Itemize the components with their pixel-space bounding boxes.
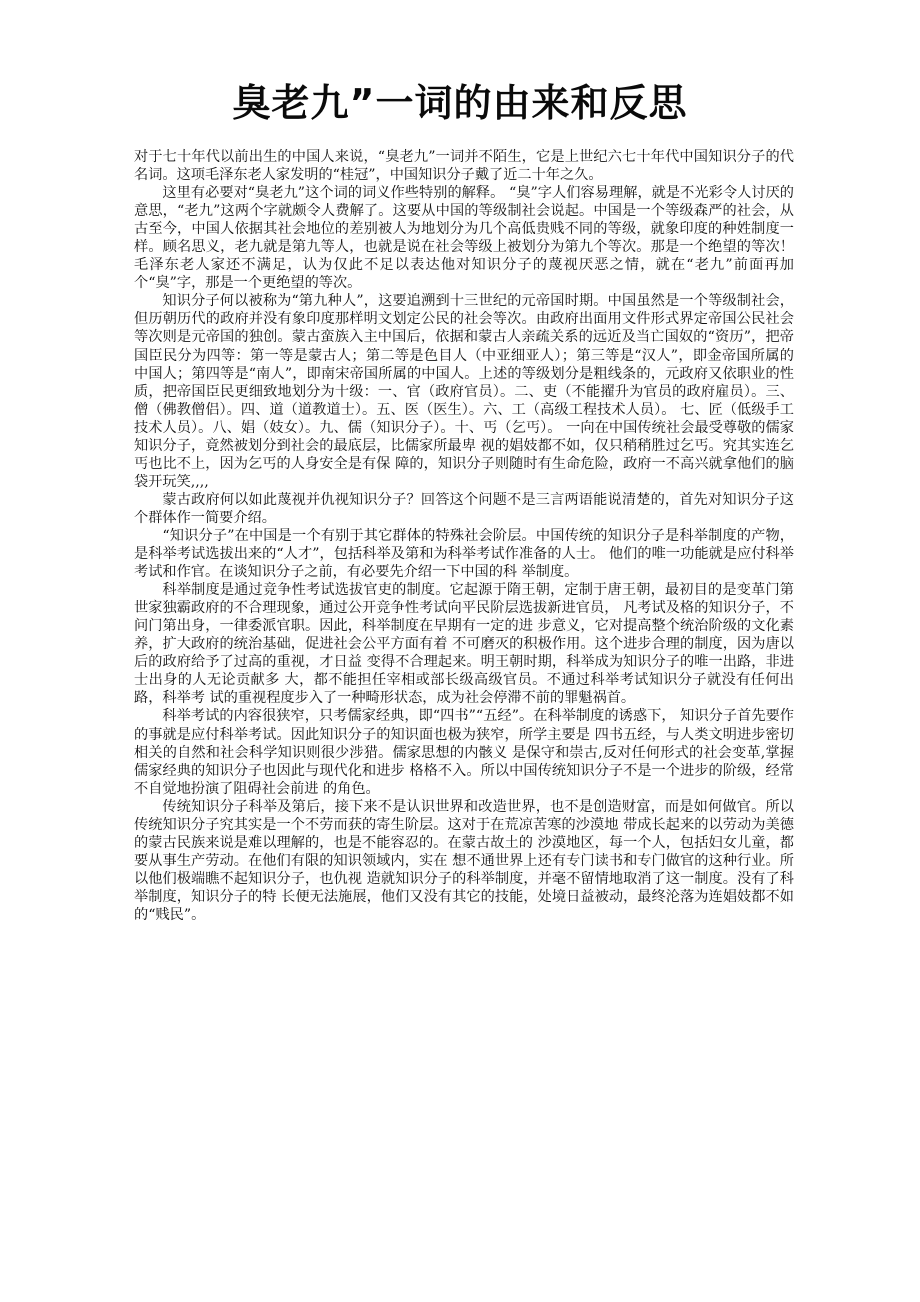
paragraph-3: 知识分子何以被称为“第九种人”，这要追溯到十三世纪的元帝国时期。中国虽然是一个等级制社会，但历朝历代的政府并没有象印度那样明文划定公民的社会等次。由政府出面用文件形式界定帝国公民社会等次则是元帝国的独创。蒙古蛮族入主中国后，依据和蒙古人亲疏关系的远近及当亡国奴的“资历”，把帝国臣民分为四等：第一等是蒙古人；第二等是色目人（中亚细亚人）；第三等是“汉人”，即金帝国所属的中国人；第四等是“南人”，即南宋帝国所属的中国人。上述的等级划分是粗线条的，元政府又依职业的性质，把帝国臣民更细致地划分为十级：一、官（政府官员）。二、吏（不能擢升为官员的政府雇员）。三、 僧（佛教僧侣）。四、道（道教道士）。五、医（医生）。六、工（高级工程技术人员）。 七、匠（低级手工技术人员）。八、娼（妓女）。九、儒（知识分子）。十、丐（乞丐）。 一向在中国传统社会最受尊敬的儒家知识分子，竟然被划分到社会的最底层，比儒家所最卑 视的娼妓都不如，仅只稍稍胜过乞丐。究其实连乞丐也比不上，因为乞丐的人身安全是有保 障的，知识分子则随时有生命危险，政府一不高兴就拿他们的脑袋开玩笑,,,, (134, 293, 794, 490)
paragraph-2: 这里有必要对“臭老九”这个词的词义作些特别的解释。 “臭”字人们容易理解，就是不光彩令人讨厌的意思，“老九”这两个字就颇令人费解了。这要从中国的等级制社会说起。中国是一个等级森严的社会，从古至今，中国人依据其社会地位的差别被人为地划分为几个高低贵贱不同的等级，就象印度的种姓制度一样。顾名思义，老九就是第九等人，也就是说在社会等级上被划分为第九个等次。那是一个绝望的等次！毛泽东老人家还不满足，认为仅此不足以表达他对知识分子的蔑视厌恶之情，就在“老九”前面再加个“臭”字，那是一个更绝望的等次。 (134, 185, 794, 292)
paragraph-7: 科举考试的内容很狭窄，只考儒家经典，即“四书”“五经”。在科举制度的诱惑下， 知识分子首先要作的事就是应付科举考试。因此知识分子的知识面也极为狭窄，所学主要是 四书五经，与人类文明进步密切相关的自然和社会科学知识则很少涉猎。儒家思想的内骸义 是保守和崇古,反对任何形式的社会变革,掌握儒家经典的知识分子也因此与现代化和进步 格格不入。所以中国传统知识分子不是一个进步的阶级，经常不自觉地扮演了阻碍社会前进 的角色。 (134, 708, 794, 797)
paragraph-6: 科举制度是通过竞争性考试选拔官吏的制度。它起源于隋王朝，定制于唐王朝，最初目的是变革门第世家独霸政府的不合理现象，通过公开竞争性考试向平民阶层选拔新进官员， 凡考试及格的知识分子，不问门第出身，一律委派官职。因此，科举制度在早期有一定的进 步意义，它对提高整个统治阶级的文化素养，扩大政府的统治基础，促进社会公平方面有着 不可磨灭的积极作用。这个进步合理的制度，因为唐以后的政府给予了过高的重视，才日益 变得不合理起来。明王朝时期，科举成为知识分子的唯一出路，非进士出身的人无论贡献多 大，都不能担任宰相或部长级高级官员。不通过科举考试知识分子就没有任何出路，科举考 试的重视程度步入了一种畸形状态，成为社会停滞不前的罪魁祸首。 (134, 582, 794, 707)
paragraph-4: 蒙古政府何以如此蔑视并仇视知识分子？回答这个问题不是三言两语能说清楚的，首先对知识分子这个群体作一简要介绍。 (134, 491, 794, 526)
paragraph-1: 对于七十年代以前出生的中国人来说，“臭老九”一词并不陌生，它是上世纪六七十年代中国知识分子的代名词。这项毛泽东老人家发明的“桂冠”，中国知识分子戴了近二十年之久。 (134, 149, 794, 184)
document-title: 臭老九”一词的由来和反思 (232, 81, 688, 125)
paragraph-5: “知识分子”在中国是一个有别于其它群体的特殊社会阶层。中国传统的知识分子是科举制度的产物，是科举考试选拔出来的“人才”，包括科举及第和为科举考试作准备的人士。 他们的唯一功能就是应付科举考试和作官。在谈知识分子之前，有必要先介绍一下中国的科 举制度。 (134, 527, 794, 581)
document-body (134, 148, 794, 924)
paragraph-8: 传统知识分子科举及第后，接下来不是认识世界和改造世界，也不是创造财富，而是如何做官。所以传统知识分子究其实是一个不劳而获的寄生阶层。这对于在荒凉苦寒的沙漠地 带成长起来的以劳动为美德的蒙古民族来说是难以理解的，也是不能容忍的。在蒙古故土的 沙漠地区，每一个人，包括妇女儿童，都要从事生产劳动。在他们有限的知识领域内，实在 想不通世界上还有专门读书和专门做官的这种行业。所以他们极端瞧不起知识分子，也仇视 造就知识分子的科举制度，并毫不留情地取消了这一制度。没有了科举制度，知识分子的特 长便无法施展，他们又没有其它的技能，处境日益被动，最终沦落为连娼妓都不如的“贱民”。 (134, 798, 794, 923)
